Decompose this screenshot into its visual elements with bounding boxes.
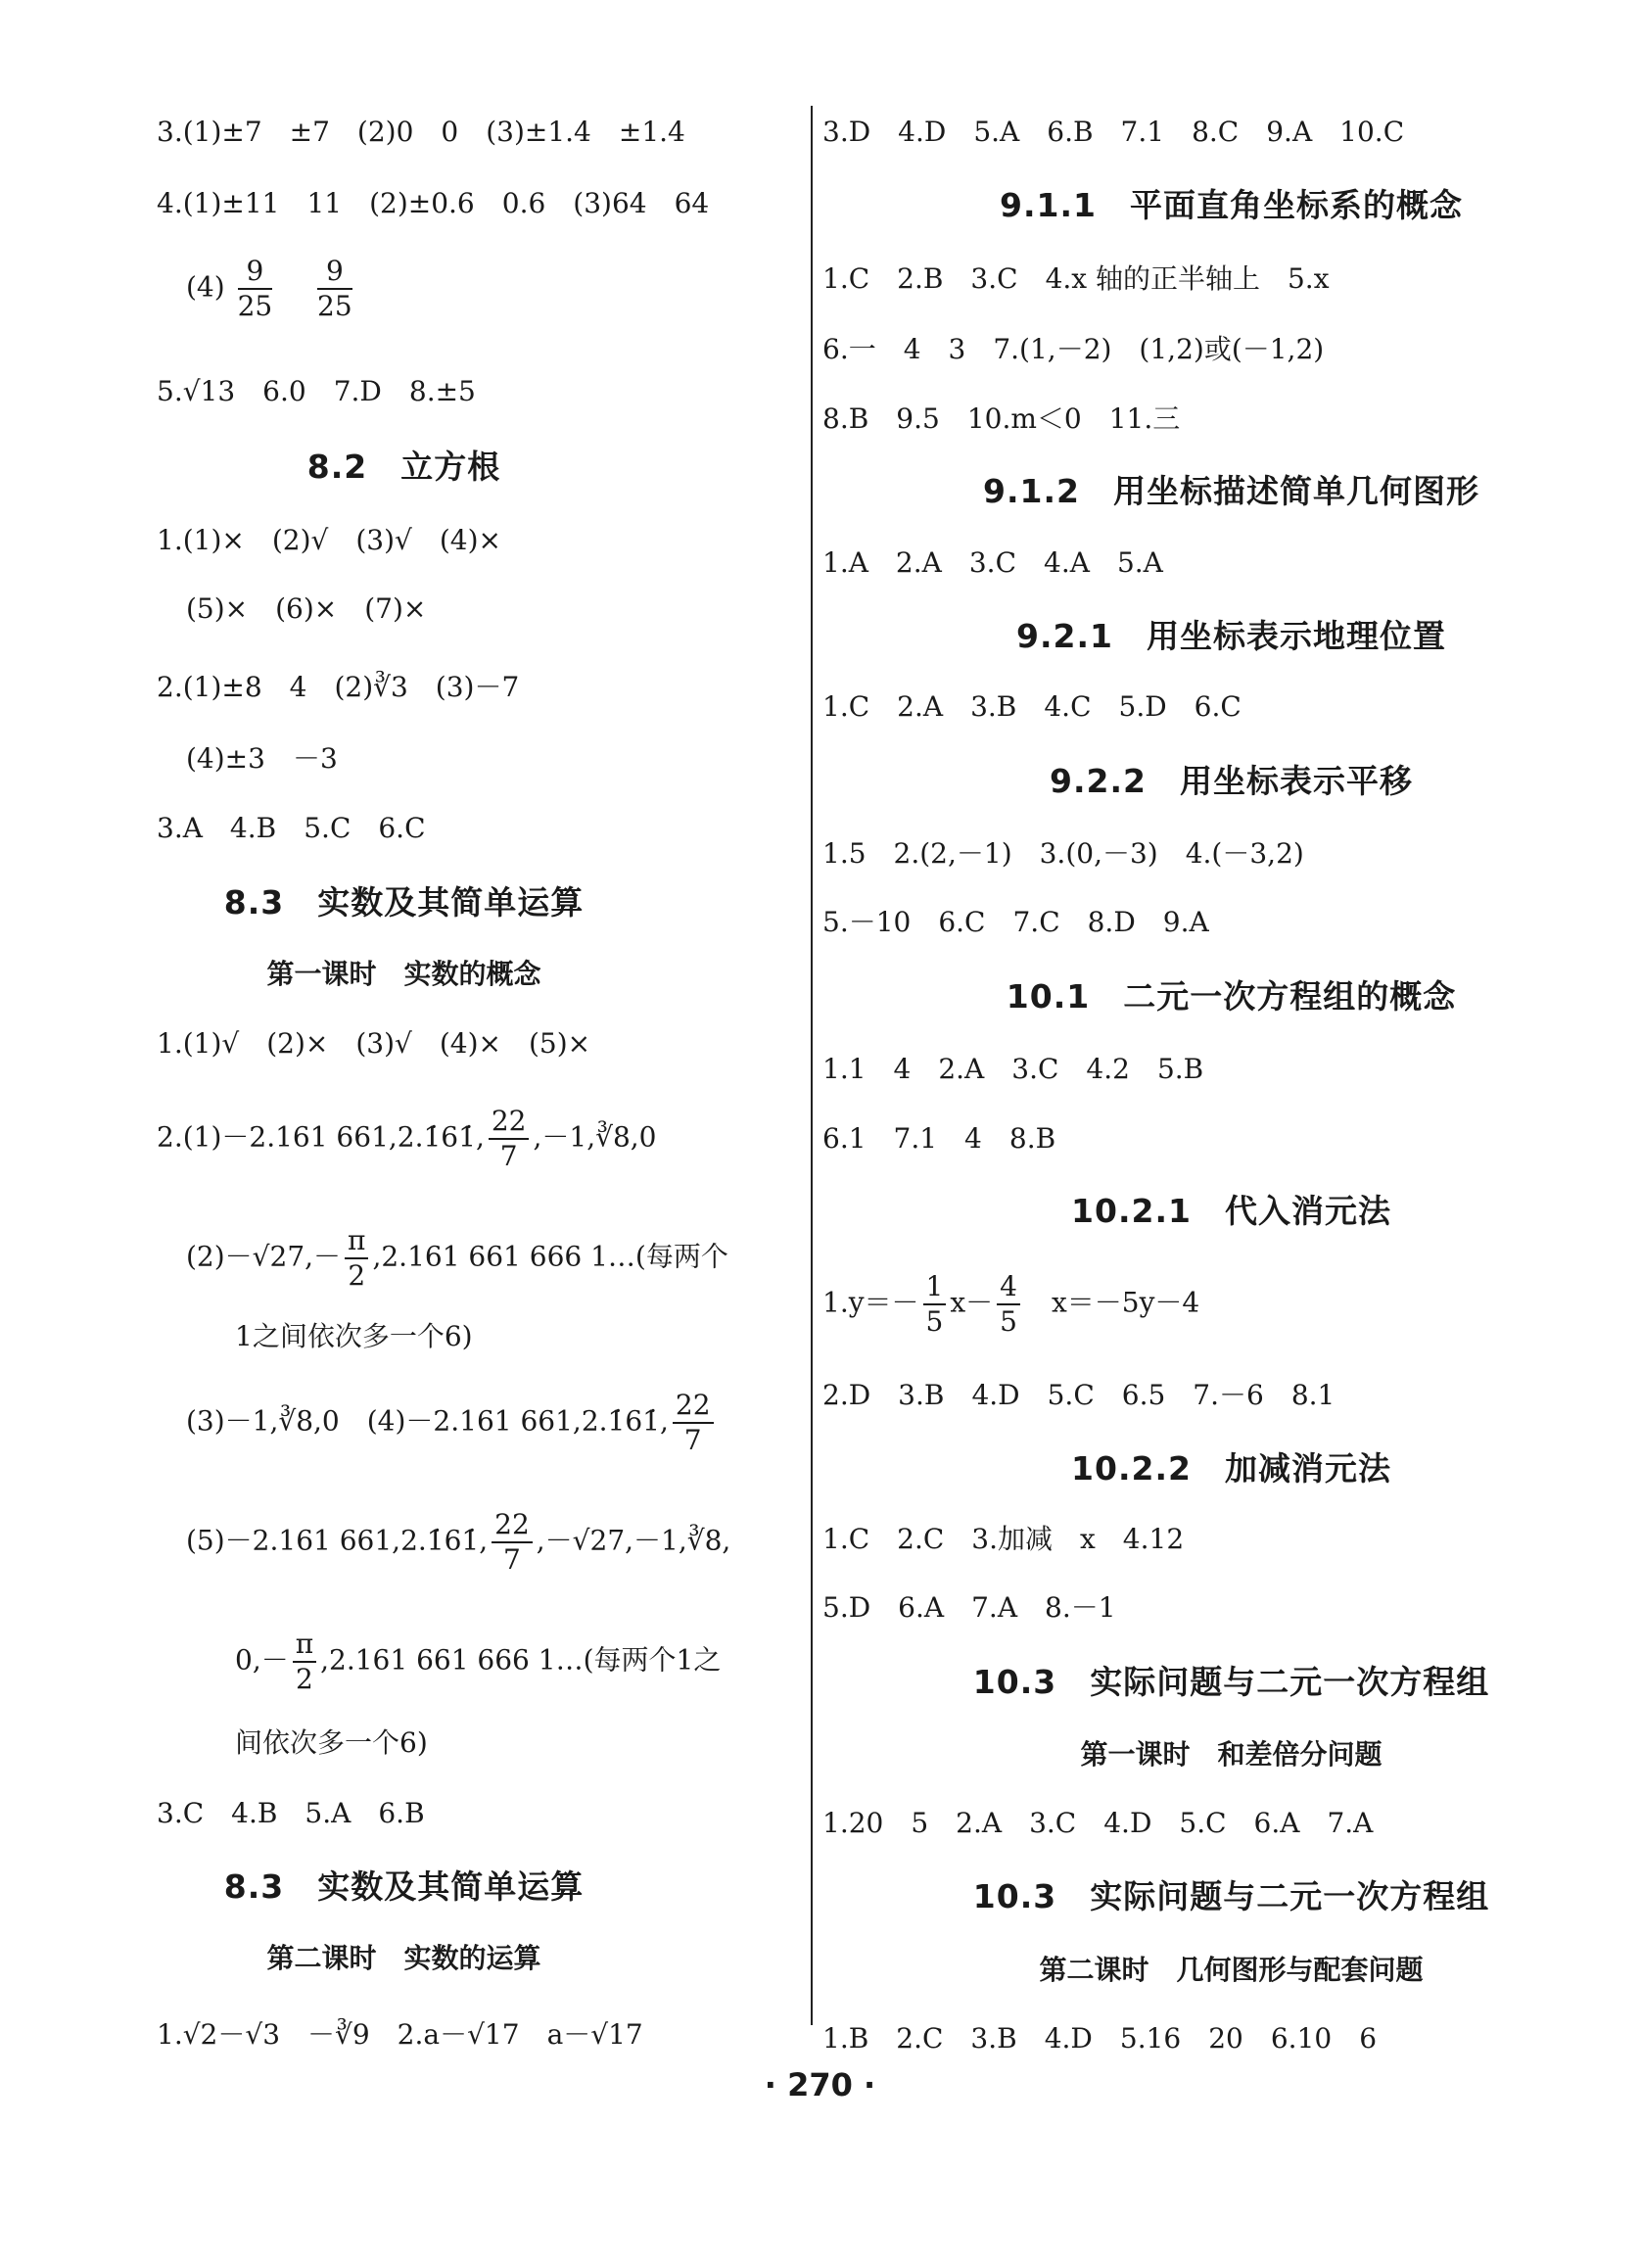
fraction: $\frac{\pi}{2}$ (345, 1224, 368, 1293)
subsection-heading: 第一课时 和差倍分问题 (1080, 1738, 1382, 1771)
fraction: $\frac{9}{25}$ (237, 255, 273, 322)
subsection-heading: 第二课时 几何图形与配套问题 (1039, 1954, 1424, 1986)
answer-line: 2.D 3.B 4.D 5.C 6.5 7.－6 8.1 (822, 1379, 1335, 1411)
answer-line: 8.B 9.5 10.m＜0 11.三 (822, 402, 1181, 435)
answer-line: 6.1 7.1 4 8.B (822, 1122, 1056, 1155)
answer-line: 1.B 2.C 3.B 4.D 5.16 20 6.10 6 (822, 2022, 1378, 2055)
fraction: $\frac{22}{7}$ (489, 1105, 530, 1173)
fraction: $\frac{9}{25}$ (317, 255, 352, 322)
fraction: $\frac{22}{7}$ (492, 1508, 533, 1577)
fraction: $\frac{22}{7}$ (673, 1389, 714, 1457)
answer-line: 5.√13 6.0 7.D 8.±5 (157, 375, 476, 407)
answer-line: 1.(1)× (2)√ (3)√ (4)× (157, 524, 501, 556)
right-column (822, 0, 1640, 2105)
section-heading: 9.2.1 用坐标表示地理位置 (1016, 617, 1446, 655)
answer-line-fractions: (4) $\frac{9}{25}$ $\frac{9}{25}$ (186, 255, 352, 322)
answer-line: 1.A 2.A 3.C 4.A 5.A (822, 546, 1163, 579)
section-heading: 10.3 实际问题与二元一次方程组 (972, 1877, 1490, 1915)
section-heading: 10.3 实际问题与二元一次方程组 (972, 1663, 1490, 1701)
answer-line: 4.(1)±11 11 (2)±0.6 0.6 (3)64 64 (157, 187, 710, 219)
fraction: $\frac{4}{5}$ (997, 1270, 1020, 1339)
answer-line: 5.－10 6.C 7.C 8.D 9.A (822, 906, 1209, 938)
subsection-heading: 第二课时 实数的运算 (266, 1942, 541, 1974)
answer-line: 3.C 4.B 5.A 6.B (157, 1797, 425, 1829)
answer-line: 1.20 5 2.A 3.C 4.D 5.C 6.A 7.A (822, 1807, 1374, 1839)
section-heading: 9.1.2 用坐标描述简单几何图形 (983, 472, 1479, 510)
answer-line-fractions: (5)－2.161 661,2.1̇61̇, $\frac{22}{7}$ ,－√27,－1,∛8, (186, 1508, 731, 1576)
answer-line: 3.(1)±7 ±7 (2)0 0 (3)±1.4 ±1.4 (157, 116, 685, 148)
section-heading: 8.2 立方根 (306, 448, 501, 486)
section-heading: 10.1 二元一次方程组的概念 (1006, 977, 1457, 1016)
section-heading: 10.2.2 加减消元法 (1071, 1449, 1391, 1488)
answer-line: 3.D 4.D 5.A 6.B 7.1 8.C 9.A 10.C (822, 116, 1405, 148)
answer-line: (5)× (6)× (7)× (186, 592, 427, 625)
left-column (0, 0, 808, 2105)
answer-line: 2.(1)±8 4 (2)∛3 (3)－7 (157, 671, 520, 703)
answer-line: 1.1 4 2.A 3.C 4.2 5.B (822, 1053, 1204, 1085)
answer-line: (4)±3 －3 (186, 742, 338, 775)
fraction: $\frac{1}{5}$ (923, 1270, 947, 1339)
fraction: $\frac{\pi}{2}$ (293, 1628, 316, 1696)
answer-line: 5.D 6.A 7.A 8.－1 (822, 1591, 1116, 1624)
answer-line-fractions: 2.(1)－2.161 661,2.1̇61̇, $\frac{22}{7}$ ,－1,∛8,0 (157, 1105, 657, 1172)
column-divider (811, 106, 813, 2025)
answer-line-fractions: (2)－√27,－ $\frac{\pi}{2}$ ,2.161 661 666 1…(每两个 (186, 1224, 728, 1292)
answer-line: 1.(1)√ (2)× (3)√ (4)× (5)× (157, 1027, 591, 1060)
answer-line: 1.C 2.B 3.C 4.x 轴的正半轴上 5.x (822, 262, 1330, 295)
answer-line: 6.一 4 3 7.(1,－2) (1,2)或(－1,2) (822, 333, 1325, 365)
page-number: · 270 · (764, 2066, 876, 2103)
answer-line: 1.5 2.(2,－1) 3.(0,－3) 4.(－3,2) (822, 837, 1304, 870)
answer-line: 1.C 2.A 3.B 4.C 5.D 6.C (822, 690, 1242, 723)
answer-line: 间依次多一个6) (235, 1726, 428, 1759)
section-heading: 9.1.1 平面直角坐标系的概念 (1000, 186, 1463, 224)
answer-line-fractions: 1.y＝－ $\frac{1}{5}$ x－ $\frac{4}{5}$ x＝－5y－4 (822, 1270, 1200, 1338)
answer-line: 3.A 4.B 5.C 6.C (157, 812, 426, 844)
answer-line-fractions: (3)－1,∛8,0 (4)－2.161 661,2.1̇61̇, $\frac{22}{7}$ (186, 1389, 718, 1457)
answer-line: 1之间依次多一个6) (235, 1320, 473, 1352)
subsection-heading: 第一课时 实数的概念 (266, 958, 541, 990)
section-heading: 10.2.1 代入消元法 (1071, 1192, 1391, 1230)
section-heading: 9.2.2 用坐标表示平移 (1050, 762, 1413, 800)
answer-line: 1.√2－√3 －∛9 2.a－√17 a－√17 (157, 2018, 643, 2051)
answer-line: 1.C 2.C 3.加减 x 4.12 (822, 1523, 1185, 1555)
answer-line-fractions: 0,－ $\frac{\pi}{2}$ ,2.161 661 666 1…(每两个1之 (235, 1628, 722, 1695)
section-heading: 8.3 实数及其简单运算 (223, 883, 585, 921)
section-heading: 8.3 实数及其简单运算 (223, 1867, 585, 1906)
